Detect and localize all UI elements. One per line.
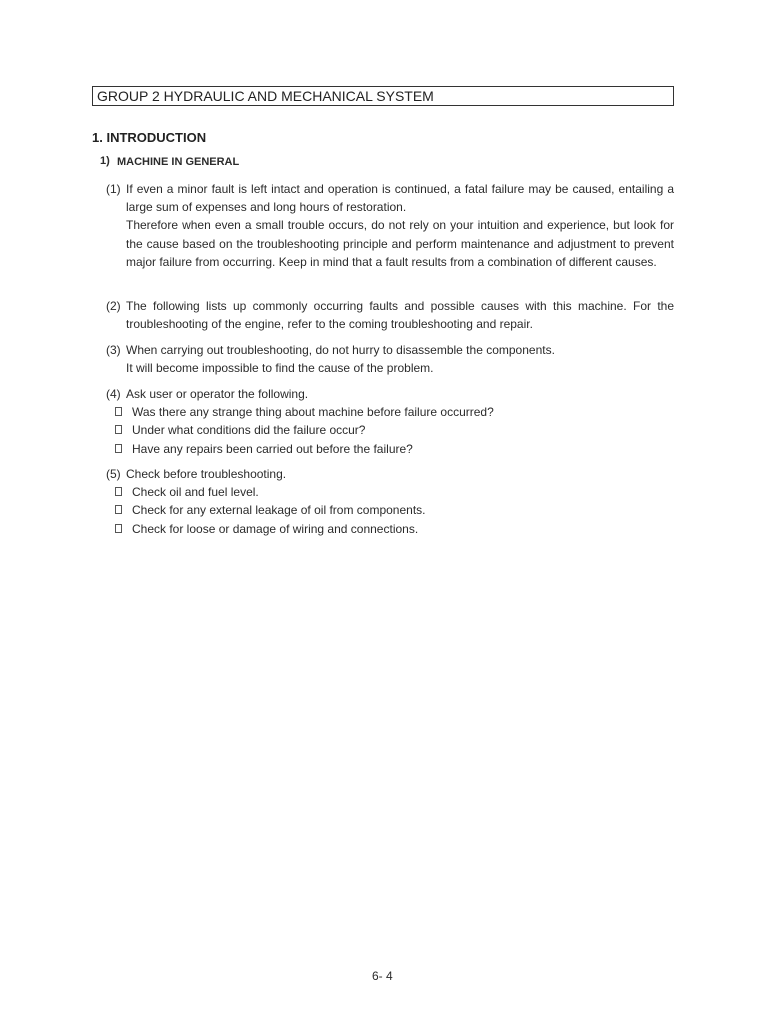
item-paragraph: The following lists up commonly occurring faults and possible causes with this machine. For the troubleshooting of the engine, refer to the coming troubleshooting and repair. (126, 299, 674, 332)
item-number: (4) (106, 387, 121, 401)
item-paragraph: Ask user or operator the following. (126, 387, 309, 401)
item-2 (106, 297, 674, 333)
checklist-item (106, 403, 674, 421)
checklist-item-label: Was there any strange thing about machine before failure occurred? (132, 405, 494, 420)
checkbox-icon (115, 524, 122, 533)
checkbox-icon (115, 444, 122, 453)
item-4 (106, 385, 674, 458)
checklist-item (106, 421, 674, 439)
checklist-item-label: Check oil and fuel level. (132, 485, 259, 500)
checklist-item (106, 501, 674, 519)
checklist-item-label: Check for loose or damage of wiring and connections. (132, 521, 419, 536)
item-5 (106, 465, 674, 538)
item-paragraph: Therefore when even a small trouble occurs, do not rely on your intuition and experience, but look for the cause based on the troubleshooting principle and perform maintenance and adjustment to prevent major failure from occurring. Keep in mind that a fault results from a combination of different causes. (126, 218, 674, 269)
checkbox-icon (115, 487, 122, 496)
item-number: (2) (106, 299, 121, 313)
checklist-item (106, 520, 674, 538)
checklist-item-label: Check for any external leakage of oil from components. (132, 503, 426, 518)
checkbox-icon (115, 505, 122, 514)
item-paragraph: It will become impossible to find the cause of the problem. (126, 361, 434, 376)
item-number: (1) (106, 182, 121, 196)
checklist-item-label: Have any repairs been carried out before the failure? (132, 441, 413, 456)
checkbox-icon (115, 425, 122, 434)
item-1 (106, 180, 674, 271)
section-title: 1. INTRODUCTION (92, 130, 207, 145)
checklist (106, 403, 674, 458)
item-number: (5) (106, 467, 121, 481)
item-paragraph: Check before troubleshooting. (126, 467, 287, 481)
item-paragraph: When carrying out troubleshooting, do not hurry to disassemble the components. (126, 343, 555, 357)
page-number: 6- 4 (372, 969, 393, 983)
checklist-item-label: Under what conditions did the failure occur? (132, 423, 366, 438)
subsection-number: 1) (100, 155, 110, 167)
subsection-title: MACHINE IN GENERAL (117, 156, 240, 168)
checkbox-icon (115, 407, 122, 416)
group-title: GROUP 2 HYDRAULIC AND MECHANICAL SYSTEM (92, 86, 674, 106)
item-number: (3) (106, 343, 121, 357)
item-3 (106, 341, 674, 377)
item-paragraph: If even a minor fault is left intact and operation is continued, a fatal failure may be caused, entailing a large sum of expenses and long hours of restoration. (126, 182, 674, 215)
checklist-item (106, 483, 674, 501)
checklist-item (106, 440, 674, 458)
checklist (106, 483, 674, 538)
